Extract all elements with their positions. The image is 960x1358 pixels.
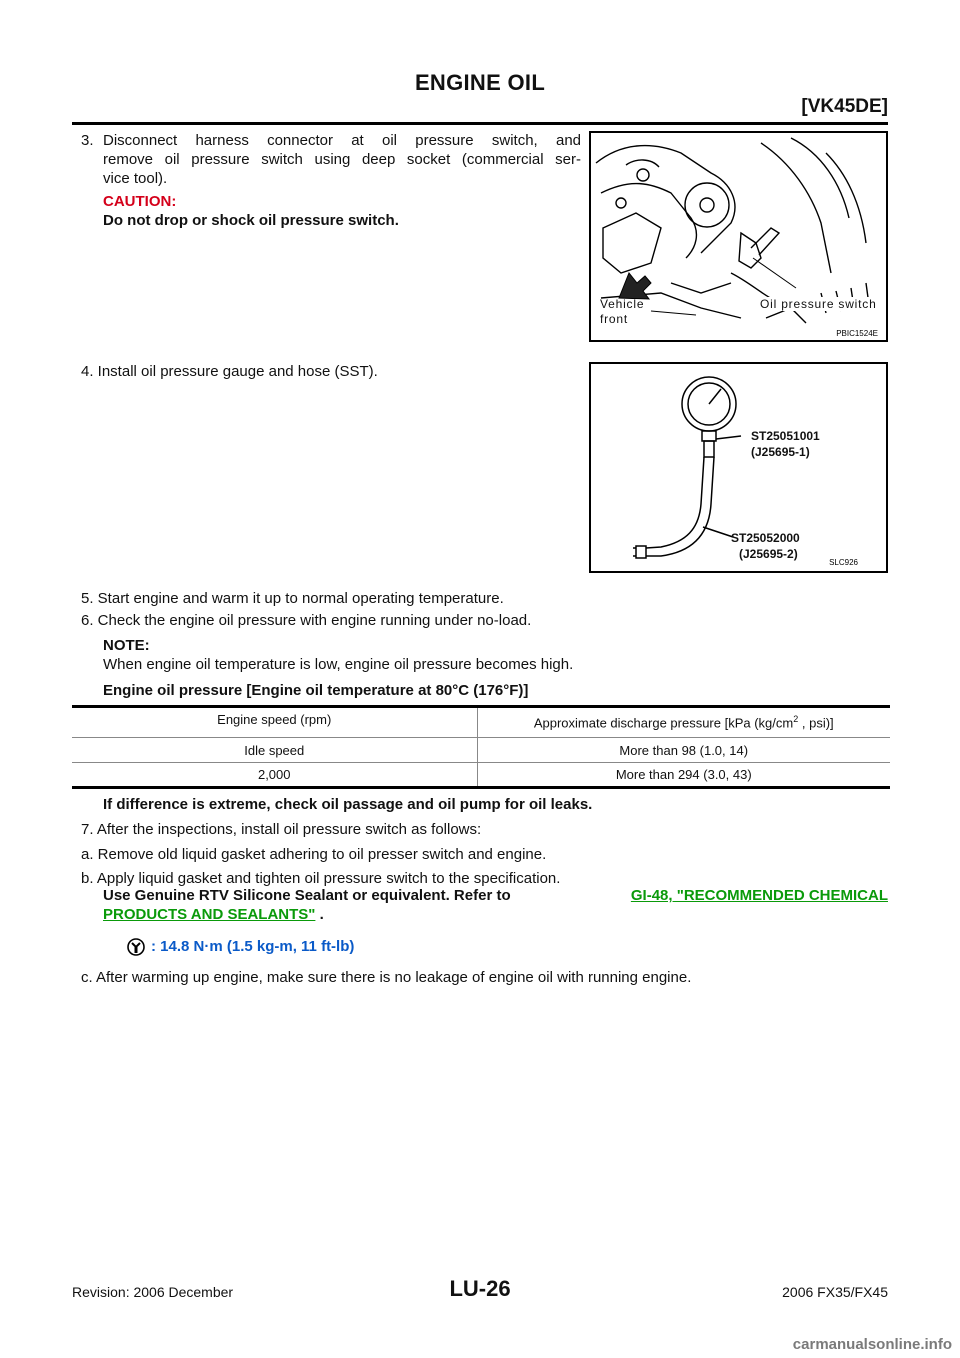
header-rule bbox=[72, 122, 888, 125]
page-title: ENGINE OIL bbox=[414, 70, 546, 95]
caution-label: CAUTION: bbox=[103, 193, 177, 210]
table-header-pressure-tail: , psi)] bbox=[798, 715, 834, 731]
torque-value: : 14.8 N·m (1.5 kg-m, 11 ft-lb) bbox=[151, 938, 355, 955]
table-header-pressure bbox=[477, 707, 890, 738]
note-text: When engine oil temperature is low, engine oil pressure becomes high. bbox=[103, 656, 574, 673]
footer-model: 2006 FX35/FX45 bbox=[782, 1284, 888, 1300]
step-7: 7. After the inspections, install oil pressure switch as follows: bbox=[81, 821, 482, 838]
table-row bbox=[72, 763, 890, 788]
table-header-speed: Engine speed (rpm) bbox=[72, 707, 477, 738]
step-7a: a. Remove old liquid gasket adhering to oil presser switch and engine. bbox=[81, 846, 547, 863]
table-header-pressure-sup: 2 bbox=[793, 714, 799, 725]
figure-1-code: PBIC1524E bbox=[836, 329, 878, 338]
label-sst-hose-part: ST25052000 bbox=[731, 531, 800, 545]
figure-2-code: SLC926 bbox=[829, 558, 858, 567]
table-row bbox=[72, 738, 890, 763]
label-sst-gauge bbox=[751, 428, 820, 460]
step-7b-sealant-text: Use Genuine RTV Silicone Sealant or equivalent. Refer to bbox=[103, 887, 511, 904]
step-5: 5. Start engine and warm it up to normal operating temperature. bbox=[81, 590, 504, 607]
step-7b: b. Apply liquid gasket and tighten oil pressure switch to the specification. bbox=[81, 870, 561, 887]
label-vehicle-line2: front bbox=[600, 312, 629, 326]
table-header-row bbox=[72, 707, 890, 738]
step-7b-link-line2 bbox=[103, 905, 324, 924]
section-code: [VK45DE] bbox=[801, 96, 888, 117]
step-3-number: 3. bbox=[81, 132, 94, 149]
torque-spec bbox=[127, 937, 354, 956]
table-cell-pressure: More than 98 (1.0, 14) bbox=[477, 738, 890, 763]
step-7b-period: . bbox=[315, 906, 324, 923]
leak-check-text: If difference is extreme, check oil passage and oil pump for oil leaks. bbox=[103, 796, 593, 813]
footer-revision: Revision: 2006 December bbox=[72, 1284, 234, 1300]
spec-heading: Engine oil pressure [Engine oil temperature at 80°C (176°F)] bbox=[103, 682, 529, 699]
watermark: carmanualsonline.info bbox=[792, 1336, 952, 1353]
oil-pressure-table bbox=[72, 705, 890, 789]
note-label: NOTE: bbox=[103, 637, 150, 654]
caution-text: Do not drop or shock oil pressure switch. bbox=[103, 212, 399, 229]
step-4: 4. Install oil pressure gauge and hose (SST). bbox=[81, 363, 378, 380]
table-cell-speed: 2,000 bbox=[72, 763, 477, 788]
label-oil-pressure-switch: Oil pressure switch bbox=[760, 297, 877, 311]
step-3-line-1: Disconnect harness connector at oil pressure switch, and bbox=[103, 132, 581, 149]
label-sst-gauge-part: ST25051001 bbox=[751, 429, 820, 443]
step-6: 6. Check the engine oil pressure with engine running under no-load. bbox=[81, 612, 532, 629]
label-sst-gauge-tool: (J25695-1) bbox=[751, 445, 810, 459]
figure-oil-pressure-switch bbox=[589, 131, 888, 342]
label-sst-hose-tool: (J25695-2) bbox=[739, 547, 798, 561]
step-3-line-2: remove oil pressure switch using deep socket (commercial ser- bbox=[103, 151, 581, 168]
link-products-and-sealants[interactable]: PRODUCTS AND SEALANTS" bbox=[103, 906, 316, 923]
figure-oil-pressure-gauge bbox=[589, 362, 888, 573]
torque-wrench-icon bbox=[127, 938, 145, 956]
link-recommended-chemical[interactable]: GI-48, "RECOMMENDED CHEMICAL bbox=[630, 887, 888, 904]
footer-page-number: LU-26 bbox=[449, 1276, 511, 1301]
step-7b-sealant-line bbox=[103, 886, 888, 905]
label-vehicle-front bbox=[600, 297, 644, 327]
table-cell-speed: Idle speed bbox=[72, 738, 477, 763]
table-cell-pressure: More than 294 (3.0, 43) bbox=[477, 763, 890, 788]
label-sst-hose bbox=[731, 530, 800, 562]
table-header-pressure-text: Approximate discharge pressure [kPa (kg/cm bbox=[533, 715, 794, 731]
step-7c: c. After warming up engine, make sure there is no leakage of engine oil with running engine. bbox=[81, 969, 692, 986]
step-3-line-3: vice tool). bbox=[103, 170, 168, 187]
label-vehicle-line1: Vehicle bbox=[600, 297, 645, 311]
step-3 bbox=[81, 131, 581, 188]
